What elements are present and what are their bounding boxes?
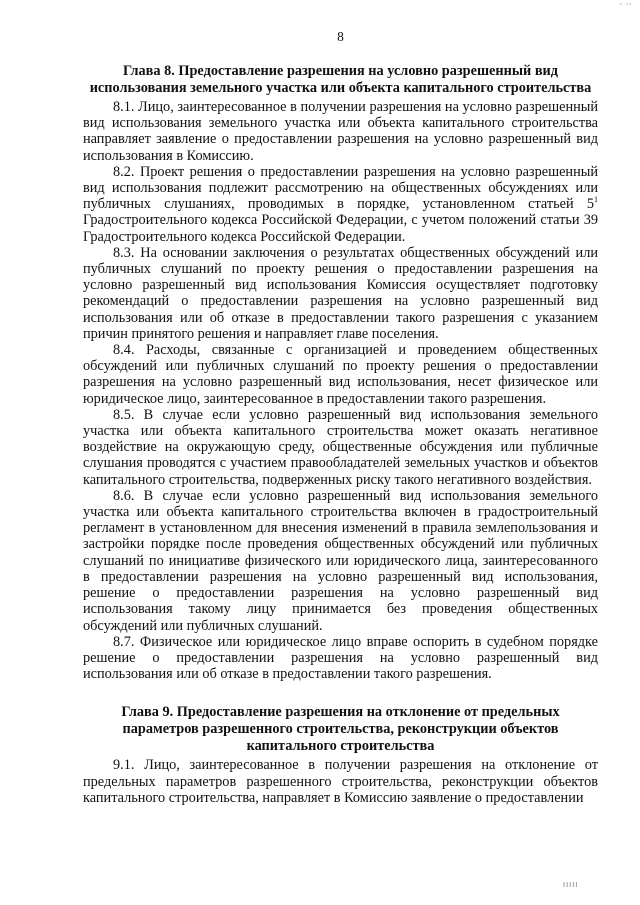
chapter-8-section — [83, 63, 598, 682]
chapter-9-title-line-3: капитального строительства — [246, 738, 435, 755]
footer-scan-mark: IIIII — [563, 881, 579, 889]
paragraph-8-7: 8.7. Физическое или юридическое лицо вправе оспорить в судебном порядке решение о предоставлении разрешения на условно разрешенный вид использования или об отказе в предоставлении такого разрешения. — [83, 633, 598, 683]
chapter-9-title-line-1: Глава 9. Предоставление разрешения на отклонение от предельных — [121, 704, 560, 721]
paragraph-8-5: 8.5. В случае если условно разрешенный вид использования земельного участка или объекта капитального строительства может оказать негативное воздействие на окружающую среду, общественные обсуждения или публичные слушания проводятся с участием правообладателей земельных участков и объектов капитального строительства, подверженных риску такого негативного воздействия. — [83, 406, 598, 488]
paragraph-8-2-superscript: 1 — [594, 195, 598, 205]
paragraph-8-2 — [83, 164, 598, 245]
chapter-9-section — [83, 704, 598, 806]
paragraph-8-4: 8.4. Расходы, связанные с организацией и проведением общественных обсуждений или публичных слушаний по проекту решения о предоставлении разрешения на условно разрешенный вид использования, несет физическое или юридическое лицо, заинтересованное в предоставлении такого разрешения. — [83, 342, 598, 407]
section-spacer — [83, 682, 598, 704]
page-number: 8 — [337, 29, 344, 44]
corner-scan-mark: ' '' — [620, 2, 632, 10]
chapter-9-title — [83, 704, 598, 755]
paragraph-8-2-text-b: Градостроительного кодекса Российской Федерации, с учетом положений статьи 39 Градостроительного кодекса Российской Федерации. — [83, 212, 598, 245]
paragraph-8-1: 8.1. Лицо, заинтересованное в получении разрешения на условно разрешенный вид использования земельного участка или объекта капитального строительства направляет заявление о предоставлении разрешения на условно разрешенный вид использования в Комиссию. — [83, 99, 598, 164]
chapter-8-title-line-1: Глава 8. Предоставление разрешения на условно разрешенный вид — [122, 63, 559, 79]
chapter-9-title-line-2: параметров разрешенного строительства, реконструкции объектов — [122, 721, 559, 738]
chapter-8-title — [83, 63, 598, 97]
paragraph-9-1: 9.1. Лицо, заинтересованное в получении разрешения на отклонение от предельных параметров разрешенного строительства, реконструкции объектов капитального строительства, направляет в Комиссию заявление о предоставлении — [83, 757, 598, 806]
paragraph-8-3: 8.3. На основании заключения о результатах общественных обсуждений или публичных слушаний по проекту решения о предоставлении разрешения на условно разрешенный вид использования Комиссия осуществляет подготовку рекомендаций о предоставлении разрешения на условно разрешенный вид использования или об отказе в предоставлении такого разрешения с указанием причин принятого решения и направляет главе поселения. — [83, 244, 598, 342]
document-page — [83, 0, 598, 806]
chapter-8-title-line-2: использования земельного участка или объекта капитального строительства — [89, 80, 592, 96]
paragraph-8-6: 8.6. В случае если условно разрешенный вид использования земельного участка или объекта капитального строительства включен в градостроительный регламент в установленном для внесения изменений в правила землепользования и застройки порядке после проведения общественных обсуждений или публичных слушаний по инициативе физического или юридического лица, заинтересованного в предоставлении разрешения на условно разрешенный вид использования, решение о предоставлении разрешения на условно разрешенный вид использования такому лицу принимается без проведения общественных обсуждений или публичных слушаний. — [83, 487, 598, 634]
paragraph-8-2-text-a: 8.2. Проект решения о предоставлении разрешения на условно разрешенный вид использования подлежит рассмотрению на общественных обсуждениях или публичных слушаниях, проводимых в порядке, установленном статьей 5 — [83, 163, 598, 213]
